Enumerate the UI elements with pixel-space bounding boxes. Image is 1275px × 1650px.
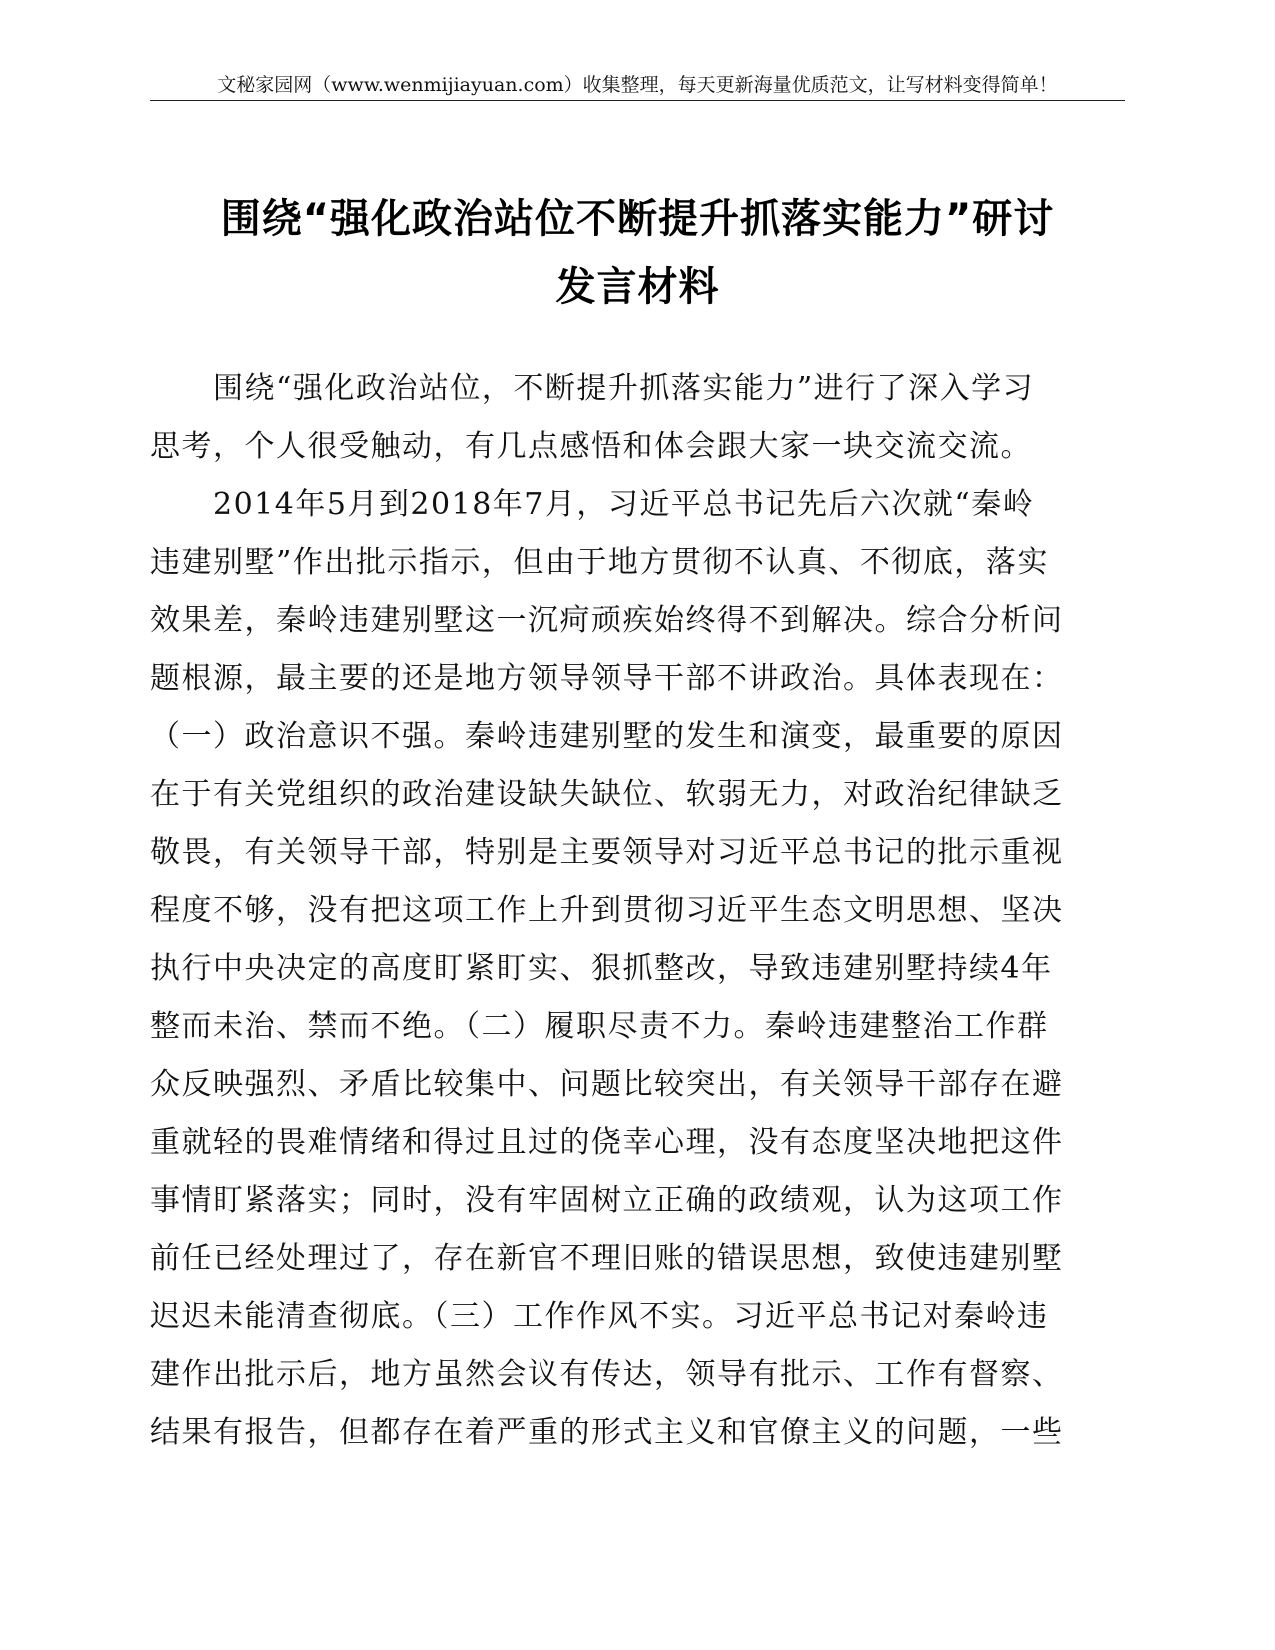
text-line: 事情盯紧落实；同时，没有牢固树立正确的政绩观，认为这项工作 — [150, 1183, 1064, 1218]
text-line: 整而未治、禁而不绝。（二）履职尽责不力。秦岭违建整治工作群 — [150, 1009, 1049, 1044]
text-line: 执行中央决定的高度盯紧盯实、狠抓整改，导致违建别墅持续4年 — [150, 951, 1053, 986]
text-line: （一）政治意识不强。秦岭违建别墅的发生和演变，最重要的原因 — [150, 719, 1064, 754]
paragraph-analysis — [150, 476, 1125, 1462]
text-line: 在于有关党组织的政治建设缺失缺位、软弱无力，对政治纪律缺乏 — [150, 777, 1064, 812]
text-line: 迟迟未能清查彻底。（三）工作作风不实。习近平总书记对秦岭违 — [150, 1299, 1049, 1334]
text-line: 2014年5月到2018年7月，习近平总书记先后六次就“秦岭 — [150, 487, 1035, 522]
paragraph-intro — [150, 360, 1125, 476]
text-line: 敬畏，有关领导干部，特别是主要领导对习近平总书记的批示重视 — [150, 835, 1064, 870]
title-line-2: 发言材料 — [555, 264, 720, 310]
page-header: 文秘家园网（www.wenmijiayuan.com）收集整理，每天更新海量优质范文，让写材料变得简单！ — [217, 74, 1058, 96]
text-line: 建作出批示后，地方虽然会议有传达，领导有批示、工作有督察、 — [150, 1357, 1064, 1392]
text-line: 程度不够，没有把这项工作上升到贯彻习近平生态文明思想、坚决 — [150, 893, 1064, 928]
text-line: 思考，个人很受触动，有几点感悟和体会跟大家一块交流交流。 — [150, 429, 1032, 464]
document-title — [150, 185, 1125, 321]
text-line: 重就轻的畏难情绪和得过且过的侥幸心理，没有态度坚决地把这件 — [150, 1125, 1064, 1160]
title-line-1: 围绕“强化政治站位不断提升抓落实能力”研讨 — [220, 196, 1055, 242]
text-line: 众反映强烈、矛盾比较集中、问题比较突出，有关领导干部存在避 — [150, 1067, 1064, 1102]
text-line: 前任已经处理过了，存在新官不理旧账的错误思想，致使违建别墅 — [150, 1241, 1064, 1276]
text-line: 结果有报告，但都存在着严重的形式主义和官僚主义的问题，一些 — [150, 1415, 1064, 1450]
text-line: 题根源，最主要的还是地方领导领导干部不讲政治。具体表现在： — [150, 661, 1064, 696]
text-line: 违建别墅”作出批示指示，但由于地方贯彻不认真、不彻底，落实 — [150, 545, 1049, 580]
text-line: 效果差，秦岭违建别墅这一沉疴顽疾始终得不到解决。综合分析问 — [150, 603, 1064, 638]
text-line: 围绕“强化政治站位，不断提升抓落实能力”进行了深入学习 — [150, 371, 1035, 406]
header-divider — [150, 100, 1125, 101]
